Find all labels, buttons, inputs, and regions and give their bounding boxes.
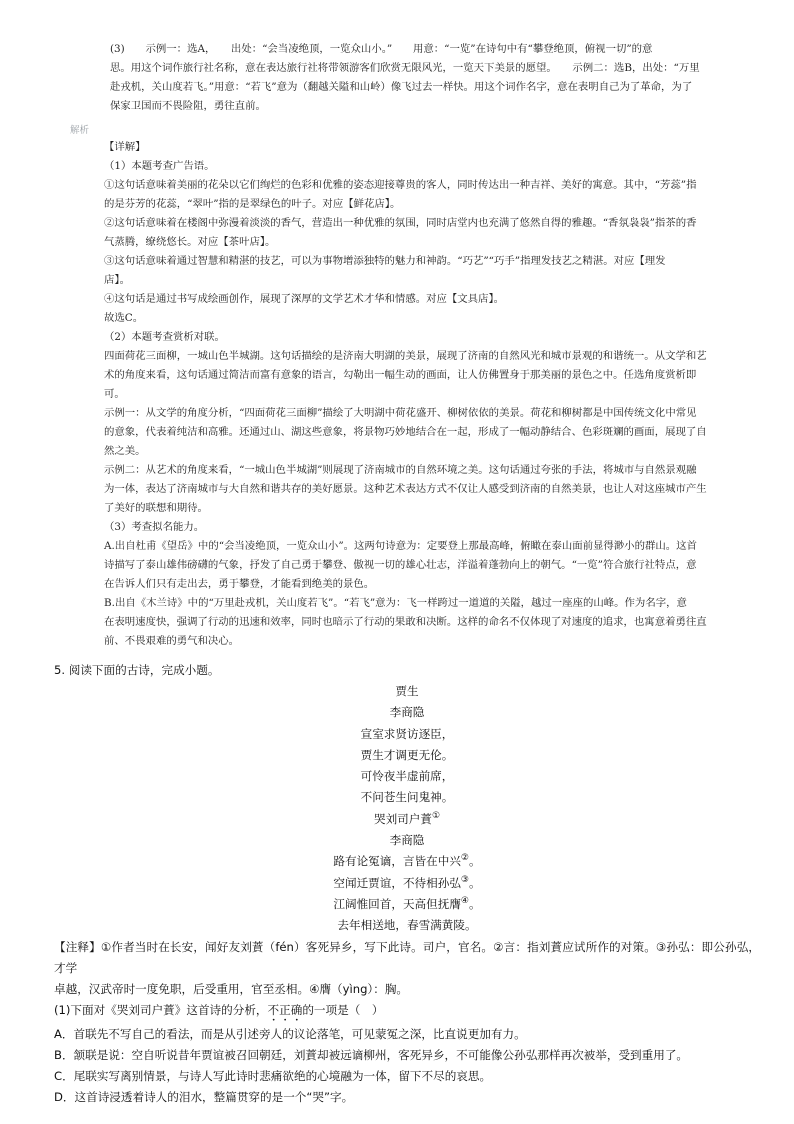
analysis-line: 在表明速度快，强调了行动的迅速和效率，同时也暗示了行动的果敢和决断。这样的命名不仅体现了对速度的追求，也寓意着勇往直 [104, 616, 707, 628]
analysis-line: A.出自杜甫《望岳》中的“会当凌绝顶，一览众山小”。这两句诗意为：定要登上那最高峰，俯瞰在泰山面前显得渺小的群山。这首 [104, 540, 697, 552]
analysis-line: ②这句话意味着在楼阁中弥漫着淡淡的香气，营造出一种优雅的氛围，同时店堂内也充满了悠然自得的雅趣。“香氛袅袅”指茶的香 [104, 217, 697, 229]
poem-line: 不问苍生问鬼神。 [360, 790, 454, 805]
analysis-line: 前、不畏艰难的勇气和决心。 [104, 635, 240, 647]
poem-line [54, 851, 760, 872]
analysis-line: 然之美。 [104, 445, 146, 457]
analysis-line: 的意象，代表着纯洁和高雅。还通过山、湖这些意象，将景物巧妙地结合在一起，形成了一幅动静结合、色彩斑斓的画面，展现了自 [104, 426, 707, 438]
note-marker: ④ [460, 896, 469, 907]
analysis-line: （3）考查拟名能力。 [104, 521, 205, 533]
poem-line: 贾生才调更无伦。 [360, 747, 454, 762]
analysis-line: 的是芬芳的花蕊，“翠叶”指的是翠绿色的叶子。对应【鲜花店】。 [104, 198, 401, 210]
analysis-line: 为一体，表达了济南城市与大自然和谐共存的美好愿景。这种艺术表达方式不仅让人感受到济南的自然美景，也让人对这座城市产生 [104, 483, 707, 495]
analysis-line: 示例一：从文学的角度分析，“四面荷花三面柳”描绘了大明湖中荷花盛开、柳树依依的美景。荷花和柳树都是中国传统文化中常见 [104, 407, 697, 419]
poem-line-end: 。 [469, 896, 481, 911]
note-marker: ① [431, 810, 441, 821]
sub-question-1 [54, 1000, 760, 1024]
analysis-line: 示例二：从艺术的角度来看，“一城山色半城湖”则展现了济南城市的自然环境之美。这句话通过夸张的手法，将城市与自然景观融 [104, 464, 697, 476]
poem-line [54, 873, 760, 894]
analysis-line: 术的角度来看，这句话通过简洁而富有意象的语言，勾勒出一幅生动的画面，让人仿佛置身于那美丽的景色之中。任选角度赏析即 [104, 369, 697, 381]
poem-jiasheng [54, 681, 760, 809]
poem-title-text: 哭刘司户蕡 [373, 811, 432, 826]
poem-ku-liu [54, 809, 760, 937]
answer-line: 思。用这个词作旅行社名称，意在表达旅行社将带领游客们欣赏无限风光，一览天下美景的愿望。 示例二：选B，出处：“万里 [110, 62, 700, 74]
annotation-line: 【注释】①作者当时在长安，闻好友刘蕡（fén）客死异乡，写下此诗。司户，官名。②言：指刘蕡应试所作的对策。③孙弘：即公孙弘，才学 [54, 939, 760, 975]
analysis-label: 解析 [70, 125, 90, 136]
note-marker: ③ [460, 874, 469, 885]
analysis-line: 【详解】 [104, 141, 146, 153]
sub-question-emphasis: 不正确 [267, 1002, 303, 1017]
analysis-line: 了美好的联想和期待。 [104, 502, 208, 514]
option-a[interactable]: A．首联先不写自己的看法，而是从引述旁人的议论落笔，可见蒙冤之深，比直说更加有力。 [54, 1026, 526, 1041]
analysis-line: （2）本题考查赏析对联。 [104, 331, 225, 343]
poem-title: 贾生 [395, 684, 419, 698]
poem-title [54, 809, 760, 830]
poem-line-text: 去年相送地，春雪满黄陵。 [337, 918, 477, 933]
poem-line-text: 空闻迁贾谊，不待相孙弘 [333, 875, 461, 890]
poem-author: 李商隐 [389, 705, 425, 720]
answer-line: 保家卫国而不畏险阻，勇往直前。 [110, 100, 266, 112]
poem-line-end: 。 [469, 875, 481, 890]
note-marker: ② [460, 853, 469, 864]
analysis-line: （1）本题考查广告语。 [104, 160, 215, 172]
poem-line: 宣室求贤访逐臣， [360, 726, 454, 741]
analysis-line: 店】。 [104, 274, 130, 286]
analysis-line: 诗描写了泰山雄伟磅礴的气象，抒发了自己勇于攀登、傲视一切的雄心壮志，洋溢着蓬勃向上的朝气。“一览”符合旅行社特点，意 [104, 559, 697, 571]
option-b[interactable]: B．颔联是说：空自听说昔年贾谊被召回朝廷，刘蕡却被远谪柳州，客死异乡，不可能像公孙弘那样再次被举，受到重用了。 [54, 1047, 689, 1062]
analysis-line: 故选C。 [104, 312, 144, 324]
analysis-section [104, 138, 720, 651]
answer-section [110, 40, 714, 116]
sub-question-suffix: 的一项是（ ） [302, 1002, 384, 1017]
analysis-line: ④这句话是通过书写成绘画创作，展现了深厚的文学艺术才华和情感。对应【文具店】。 [104, 293, 505, 305]
question-stem: 5. 阅读下面的古诗，完成小题。 [54, 663, 220, 677]
answer-line: (3) 示例一：选A， 出处：“会当凌绝顶，一览众山小。” 用意：“一览”在诗句中有“攀登绝顶，俯视一切”的意 [110, 43, 653, 55]
annotation-line: 卓越，汉武帝时一度免职，后受重用，官至丞相。④膺（yìng）：胸。 [54, 981, 409, 996]
analysis-line: 气蒸腾，缭绕悠长。对应【茶叶店】。 [104, 236, 276, 248]
poem-author: 李商隐 [389, 833, 425, 848]
poem-line-text: 江阔惟回首，天高但抚膺 [333, 896, 461, 911]
poem-line: 可怜夜半虚前席， [360, 769, 454, 784]
analysis-line: ③这句话意味着通过智慧和精湛的技艺，可以为事物增添独特的魅力和神韵。“巧艺”“巧手”指理发技艺之精湛。对应【理发 [104, 255, 666, 267]
poem-line-end: 。 [469, 854, 481, 869]
analysis-line: 四面荷花三面柳，一城山色半城湖。这句话描绘的是济南大明湖的美景，展现了济南的自然风光和城市景观的和谐统一。从文学和艺 [104, 350, 707, 362]
analysis-line: ①这句话意味着美丽的花朵以它们绚烂的色彩和优雅的姿态迎接尊贵的客人，同时传达出一种吉祥、美好的寓意。其中，“芳蕊”指 [104, 179, 697, 191]
poem-line [54, 894, 760, 915]
poem-line [54, 915, 760, 936]
option-c[interactable]: C．尾联实写离别情景，与诗人写此诗时悲痛欲绝的心境融为一体，留下不尽的哀思。 [54, 1068, 492, 1083]
analysis-line: B.出自《木兰诗》中的“万里赴戎机，关山度若飞”。“若飞”意为：飞一样跨过一道道的关隘，越过一座座的山峰。作为名字，意 [104, 597, 687, 609]
poem-line-text: 路有论冤谪，言皆在中兴 [333, 854, 461, 869]
answer-line: 赴戎机，关山度若飞。”用意：“若飞”意为（翻越关隘和山岭）像飞过去一样快。用这个词作名字，意在表明自己为了革命，为了 [110, 81, 693, 93]
sub-question-prefix: (1)下面对《哭刘司户蕡》这首诗的分析， [54, 1002, 268, 1017]
question-5 [54, 660, 760, 1108]
analysis-line: 可。 [104, 388, 125, 400]
option-d[interactable]: D．这首诗浸透着诗人的泪水，整篇贯穿的是一个“哭”字。 [54, 1089, 354, 1104]
analysis-line: 在告诉人们只有走出去，勇于攀登，才能看到绝美的景色。 [104, 578, 375, 590]
